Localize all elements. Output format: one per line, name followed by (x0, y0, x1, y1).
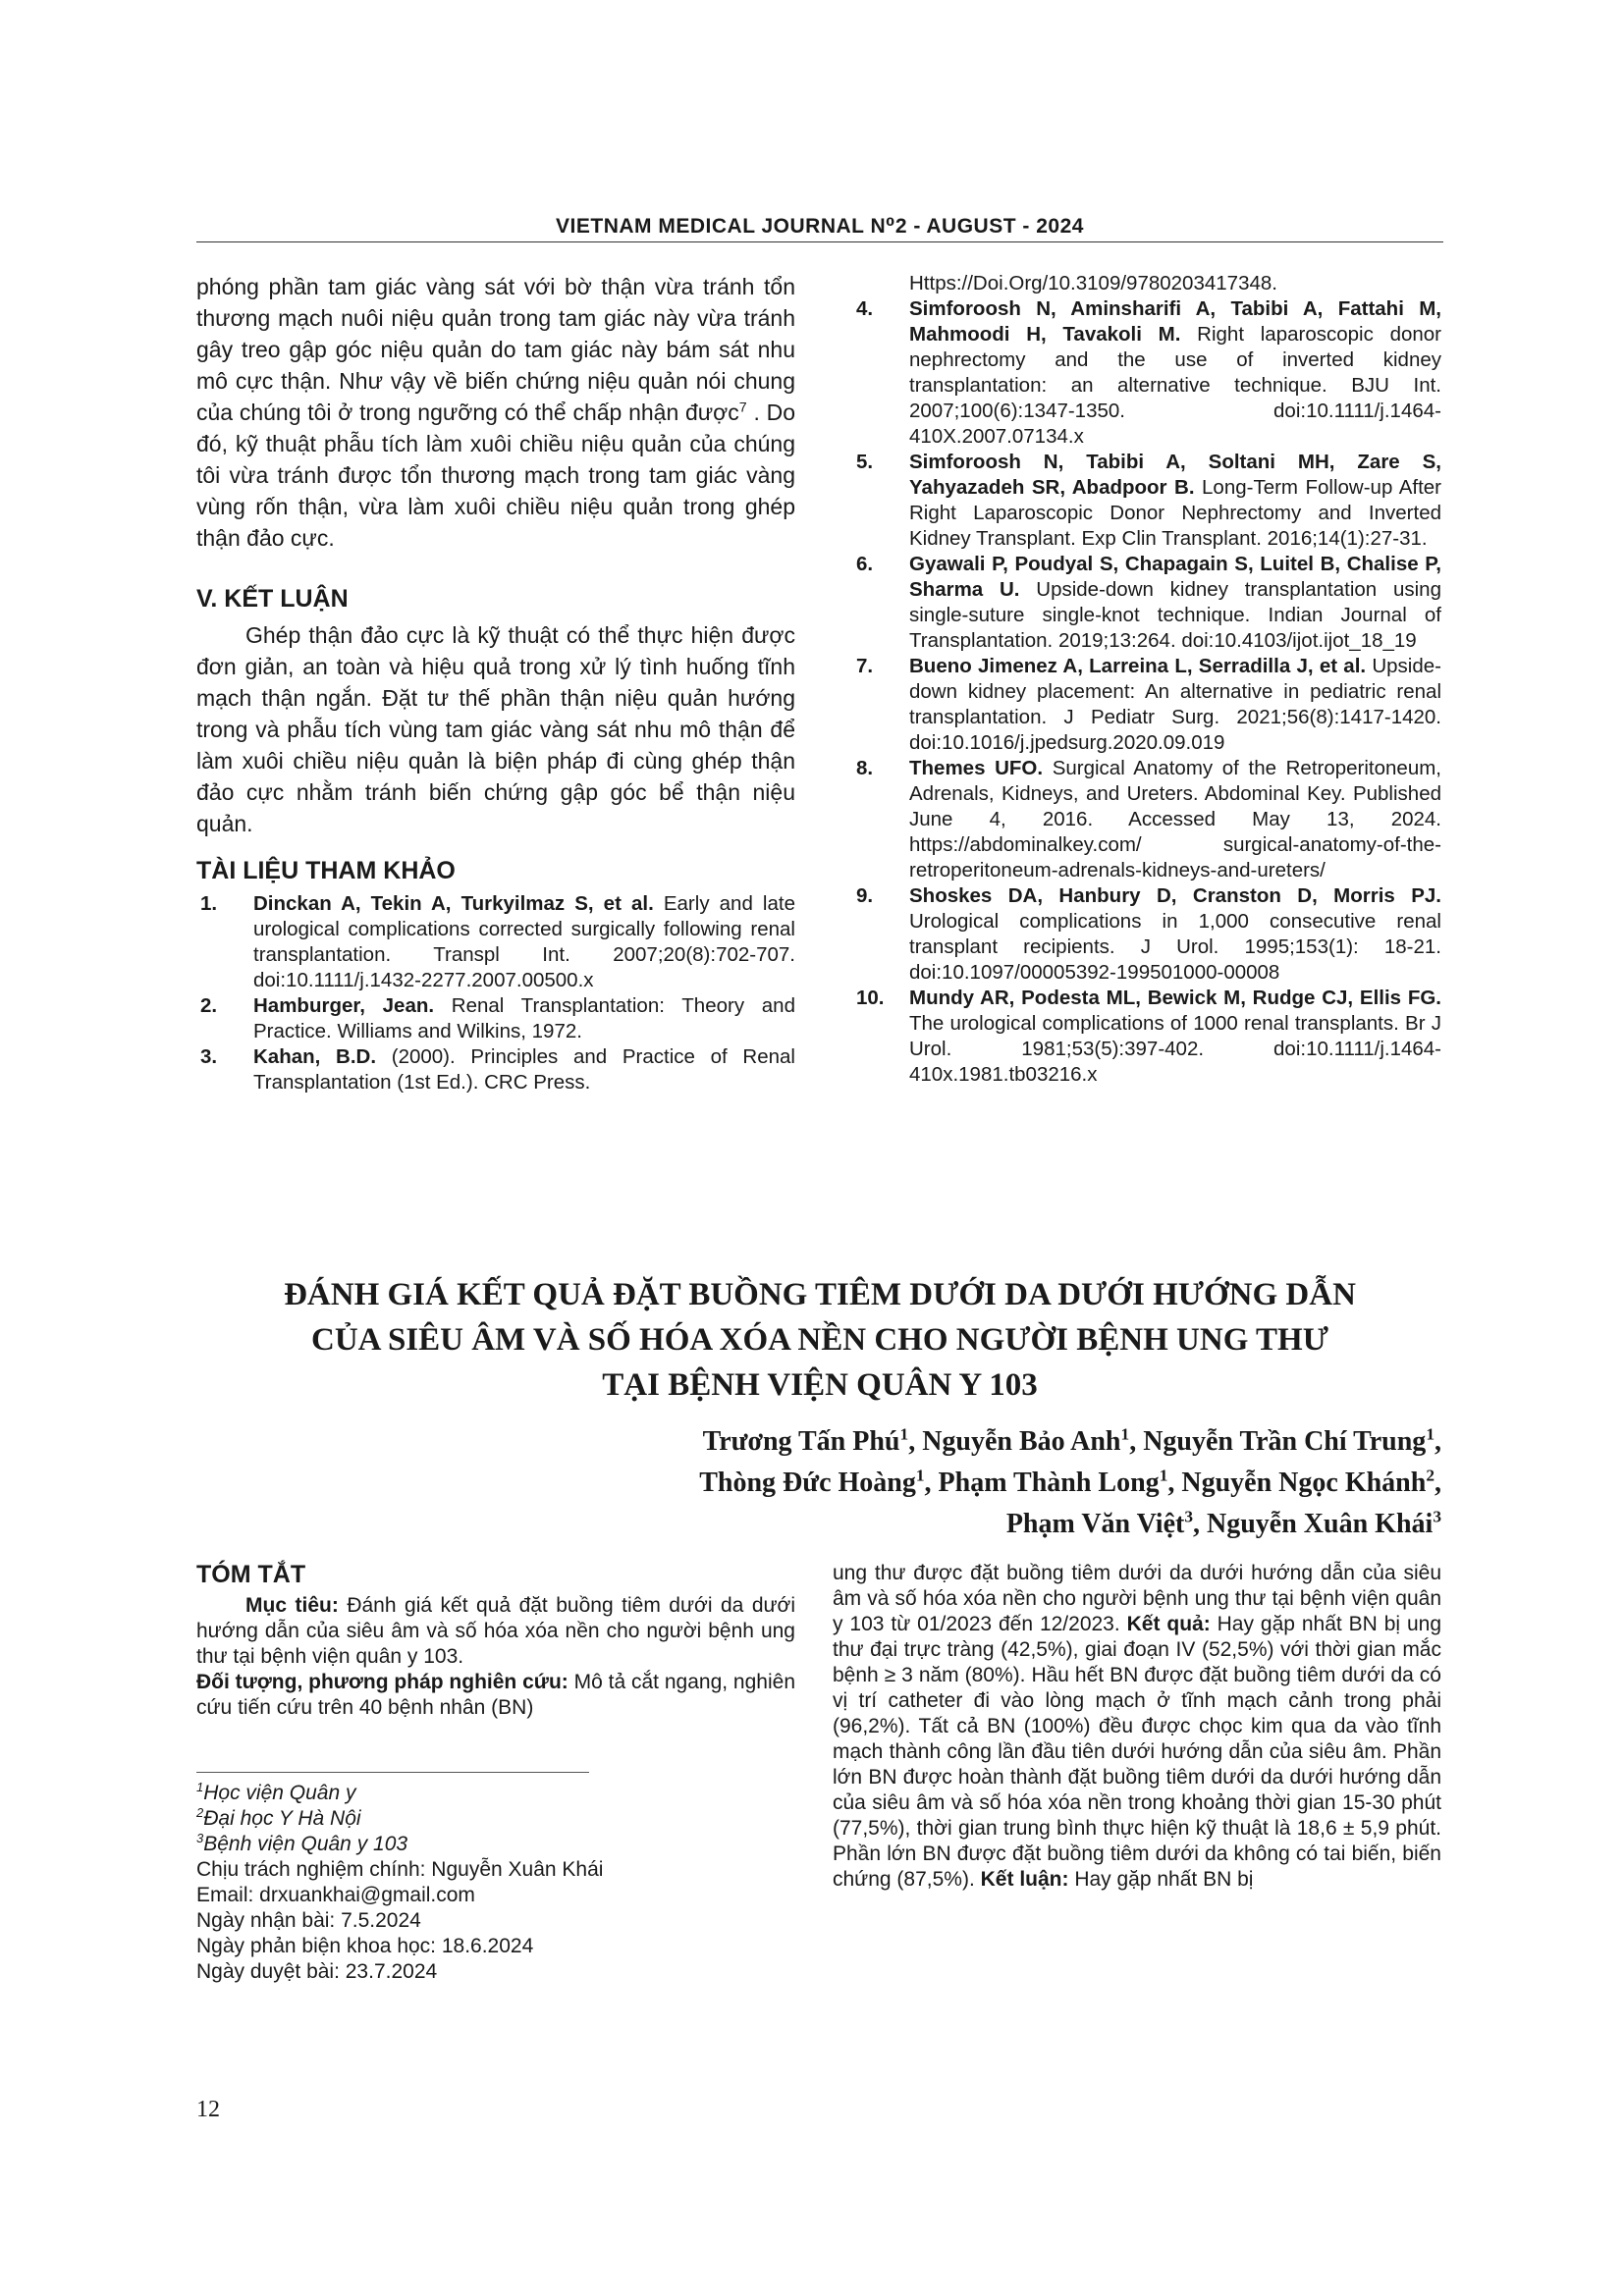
citation-superscript: 7 (738, 400, 747, 416)
reference-text: Long-Term Follow-up After Right Laparoscopic Donor Nephrectomy and Inverted Kidney Transplant. Exp Clin Transplant. 2016;14(1):27-31. (909, 476, 1441, 550)
page-number: 12 (196, 2097, 220, 2122)
reference-item (852, 654, 1441, 756)
reference-text: Upside-down kidney placement: An alternative in pediatric renal transplantation. J Pediatr Surg. 2021;56(8):1417-1420. doi:10.1016/j.jpedsurg.2020.09.019 (909, 655, 1441, 754)
conclusion-heading: V. KẾT LUẬN (196, 585, 349, 613)
reference-authors: Themes UFO. (909, 757, 1044, 779)
reference-text: The urological complications of 1000 renal transplants. Br J Urol. 1981;53(5):397-402. doi:10.1111/j.1464-410x.1981.tb03216.x (909, 1012, 1441, 1086)
email-line: Email: drxuankhai@gmail.com (196, 1884, 475, 1906)
reference-number: 1. (200, 892, 218, 915)
title-line: ĐÁNH GIÁ KẾT QUẢ ĐẶT BUỒNG TIÊM DƯỚI DA DƯỚI HƯỚNG DẪN (284, 1277, 1356, 1312)
author-line: Thòng Đức Hoàng$^1$, Phạm Thành Long$^1$, Nguyễn Ngọc Khánh$^2$, (699, 1466, 1441, 1498)
reference-authors: Shoskes DA, Hanbury D, Cranston D, Morris PJ. (909, 884, 1441, 907)
accepted-date: Ngày duyệt bài: 23.7.2024 (196, 1960, 438, 1983)
author-list (361, 1421, 1441, 1545)
abstract-objective (196, 1593, 795, 1670)
abstract-heading: TÓM TẮT (196, 1561, 306, 1588)
reference-number: 3. (200, 1045, 218, 1068)
discussion-text-b: . Do đó, kỹ thuật phẫu tích làm xuôi chiều niệu quản của chúng tôi vừa tránh được tổn thương mạch trong tam giác vàng vùng rốn thận, vừa làm xuôi chiều niệu quản trong ghép thận đảo cực. (196, 400, 795, 551)
results-label: Kết quả: (1126, 1613, 1211, 1635)
affiliation-mark: 1 (915, 1466, 925, 1485)
reference-authors: Mundy AR, Podesta ML, Bewick M, Rudge CJ, Ellis FG. (909, 987, 1441, 1009)
affiliation-text: Bệnh viện Quân y 103 (203, 1833, 408, 1855)
review-date: Ngày phản biện khoa học: 18.6.2024 (196, 1935, 534, 1957)
left-column (196, 271, 795, 1095)
abstract-methods (196, 1670, 795, 1721)
corresponding-author: Chịu trách nghiệm chính: Nguyễn Xuân Khái (196, 1858, 604, 1881)
affiliation-mark: 1 (899, 1424, 909, 1444)
reference-item (852, 296, 1441, 450)
abstract-right-column (833, 1561, 1441, 1893)
journal-header: VIETNAM MEDICAL JOURNAL N⁰2 - AUGUST - 2024 (556, 215, 1084, 238)
affiliation-mark: 3 (1433, 1507, 1441, 1526)
reference-text: Renal Transplantation: Theory and Practice. Williams and Wilkins, 1972. (253, 994, 795, 1042)
author-name: Nguyễn Xuân Khái (1207, 1509, 1434, 1539)
conclusion-paragraph: Ghép thận đảo cực là kỹ thuật có thể thực hiện được đơn giản, an toàn và hiệu quả trong xử lý tình huống tĩnh mạch thận ngắn. Đặt tư thế phần thận niệu quản hướng trong và phẫu tích vùng tam giác vàng sát nhu mô thận để làm xuôi chiều niệu quản là biện pháp đi cùng ghép thận đảo cực nhằm tránh biến chứng gập góc bể thận niệu quản. (196, 622, 795, 836)
affiliation-mark: 1 (1120, 1424, 1130, 1444)
reference-number: 4. (856, 297, 874, 320)
objective-label: Mục tiêu: (245, 1594, 339, 1617)
reference-number: 6. (856, 553, 874, 575)
reference-item (852, 552, 1441, 654)
affiliation-mark: 1 (1426, 1424, 1435, 1444)
author-name: Nguyễn Bảo Anh (922, 1426, 1121, 1457)
methods-text-continued: ung thư được đặt buồng tiêm dưới da dưới hướng dẫn của siêu âm và số hóa xóa nền cho người bệnh ung thư tại bệnh viện quân y 103 từ 01/2023 đến 12/2023. (833, 1562, 1441, 1635)
abstract-conclusion-text: Hay gặp nhất BN bị (1068, 1868, 1254, 1891)
reference-number: 8. (856, 757, 874, 779)
reference-item (196, 891, 795, 993)
reference-authors: Dinckan A, Tekin A, Turkyilmaz S, et al. (253, 892, 654, 915)
reference-continuation: Https://Doi.Org/10.3109/9780203417348. (909, 272, 1277, 294)
abstract-continued (833, 1561, 1441, 1893)
reference-list-left (196, 891, 795, 1095)
right-column (852, 271, 1441, 1088)
reference-number: 9. (856, 884, 874, 907)
reference-item (852, 986, 1441, 1088)
reference-number: 7. (856, 655, 874, 677)
methods-label: Đối tượng, phương pháp nghiên cứu: (196, 1671, 568, 1693)
reference-text: Surgical Anatomy of the Retroperitoneum, Adrenals, Kidneys, and Ureters. Abdominal Key. Published June 4, 2016. Accessed May 13, 2024. https://abdominalkey.com/ surgical-anatomy-of-the-retroperitoneum-adrenals-kidneys-and-ureters/ (909, 757, 1442, 881)
affiliation-mark: 2 (1426, 1466, 1435, 1485)
affiliation-text: Học viện Quân y (203, 1782, 356, 1804)
affiliation-mark: 2 (196, 1805, 204, 1820)
author-name: Thòng Đức Hoàng (699, 1468, 916, 1498)
reference-list-right (852, 296, 1441, 1088)
affiliation-mark: 3 (196, 1831, 204, 1845)
received-date: Ngày nhận bài: 7.5.2024 (196, 1909, 421, 1932)
article-title (196, 1272, 1443, 1408)
reference-text: Urological complications in 1,000 consecutive renal transplant recipients. J Urol. 1995;153(1): 18-21. doi:10.1097/00005392-199501000-00008 (909, 910, 1441, 984)
reference-item (852, 883, 1441, 986)
affiliation-footnote (196, 1832, 795, 1857)
discussion-text-a: phóng phần tam giác vàng sát với bờ thận vừa tránh tổn thương mạch nuôi niệu quản trong tam giác này vừa tránh gây treo gập góc niệu quản do tam giác này bám sát nhu mô cực thận. Như vậy về biến chứng niệu quản nói chung của chúng tôi ở trong ngưỡng có thể chấp nhận được (196, 274, 795, 425)
reference-authors: Gyawali P, Poudyal S, Chapagain S, Luitel B, Chalise P, Sharma U. (909, 553, 1441, 601)
reference-authors: Kahan, B.D. (253, 1045, 377, 1068)
reference-number: 10. (856, 987, 885, 1009)
reference-authors: Simforoosh N, Aminsharifi A, Tabibi A, Fattahi M, Mahmoodi H, Tavakoli M. (909, 297, 1441, 346)
author-line: Trương Tấn Phú$^1$, Nguyễn Bảo Anh$^1$, Nguyễn Trần Chí Trung$^1$, (702, 1424, 1441, 1457)
author-name: Nguyễn Ngọc Khánh (1181, 1468, 1427, 1498)
reference-item (852, 756, 1441, 883)
abstract-left-column (196, 1561, 795, 1721)
author-line: Phạm Văn Việt$^3$, Nguyễn Xuân Khái$^3$ (1005, 1507, 1441, 1539)
reference-number: 2. (200, 994, 218, 1017)
reference-text: Right laparoscopic donor nephrectomy and the use of inverted kidney transplantation: an alternative technique. BJU Int. 2007;100(6):1347-1350. doi:10.1111/j.1464-410X.2007.07134.x (909, 323, 1441, 448)
reference-item (196, 993, 795, 1044)
header-rule (196, 241, 1443, 242)
methods-text: Mô tả cắt ngang, nghiên cứu tiến cứu trên 40 bệnh nhân (BN) (196, 1671, 795, 1719)
affiliation-mark: 1 (1159, 1466, 1168, 1485)
affiliation-mark: 1 (196, 1780, 204, 1794)
discussion-paragraph (196, 271, 795, 554)
affiliation-mark: 3 (1184, 1507, 1194, 1526)
title-line: TẠI BỆNH VIỆN QUÂN Y 103 (602, 1367, 1038, 1403)
author-name: Phạm Thành Long (938, 1468, 1160, 1498)
reference-text: Early and late urological complications corrected surgically following renal transplantation. Transpl Int. 2007;20(8):702-707. doi:10.1111/j.1432-2277.2007.00500.x (253, 892, 795, 991)
affiliation-footnote (196, 1806, 795, 1832)
title-line: CỦA SIÊU ÂM VÀ SỐ HÓA XÓA NỀN CHO NGƯỜI BỆNH UNG THƯ (311, 1322, 1328, 1358)
affiliation-text: Đại học Y Hà Nội (203, 1807, 361, 1830)
author-name: Phạm Văn Việt (1005, 1509, 1185, 1539)
affiliation-footnote (196, 1781, 795, 1806)
reference-item (196, 1044, 795, 1095)
reference-authors: Simforoosh N, Tabibi A, Soltani MH, Zare S, Yahyazadeh SR, Abadpoor B. (909, 451, 1441, 499)
reference-text: (2000). Principles and Practice of Renal Transplantation (1st Ed.). CRC Press. (253, 1045, 795, 1094)
footnotes (196, 1781, 795, 1985)
objective-text: Đánh giá kết quả đặt buồng tiêm dưới da dưới hướng dẫn của siêu âm và số hóa xóa nền cho người bệnh ung thư tại bệnh viện quân y 103. (196, 1594, 795, 1668)
reference-item (852, 450, 1441, 552)
references-heading: TÀI LIỆU THAM KHẢO (196, 857, 456, 884)
author-name: Trương Tấn Phú (702, 1426, 900, 1457)
reference-authors: Hamburger, Jean. (253, 994, 435, 1017)
reference-number: 5. (856, 451, 874, 473)
results-text: Hay gặp nhất BN bị ung thư đại trực tràng (42,5%), giai đoạn IV (52,5%) với thời gian mắc bệnh ≥ 3 năm (80%). Hầu hết BN được đặt buồng tiêm dưới da có vị trí catheter đi vào lòng mạch ở tĩnh mạch cảnh trong phải (96,2%). Tất cả BN (100%) đều được chọc kim qua da vào tĩnh mạch thành công lần đầu tiên dưới hướng dẫn của siêu âm. Phần lớn BN được hoàn thành đặt buồng tiêm dưới da dưới hướng dẫn của siêu âm và số hóa xóa nền trong khoảng thời gian 15-30 phút (77,5%), thời gian trung bình thực hiện kỹ thuật là 18,6 ± 5,9 phút. Phần lớn BN được đặt buồng tiêm dưới da không có tai biến, biến chứng (87,5%). (833, 1613, 1442, 1891)
reference-authors: Bueno Jimenez A, Larreina L, Serradilla J, et al. (909, 655, 1367, 677)
reference-text: Upside-down kidney transplantation using single-suture single-knot technique. Indian Journal of Transplantation. 2019;13:264. doi:10.4103/ijot.ijot_18_19 (909, 578, 1441, 652)
author-name: Nguyễn Trần Chí Trung (1143, 1426, 1427, 1457)
conclusion-label: Kết luận: (980, 1868, 1069, 1891)
footnote-rule (196, 1772, 589, 1773)
